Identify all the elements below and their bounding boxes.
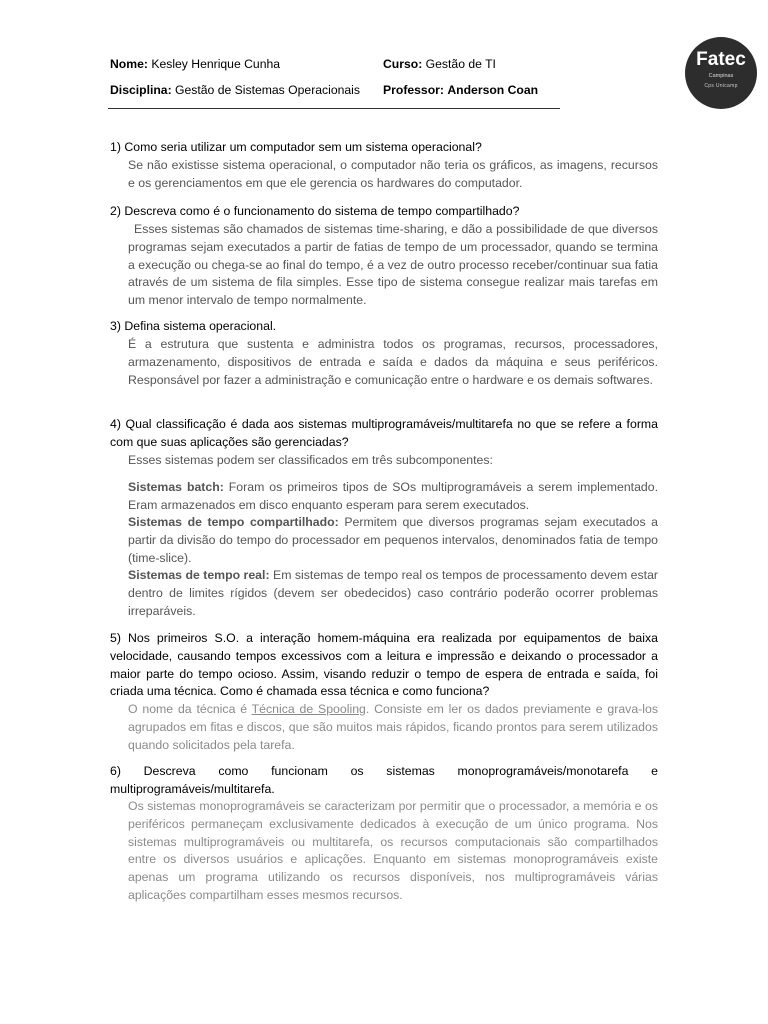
course-label: Curso:: [383, 57, 423, 71]
subject-label: Disciplina:: [110, 83, 172, 97]
question-5: 5) Nos primeiros S.O. a interação homem-máquina era realizada por equipamentos de baixa velocidade, causando tempos excessivos com a leitura e impressão e deixando o processador a maior parte do tempo ocioso. Assim, visando reduzir o tempo de espera de entrada e saída, foi criada uma técnica. Como é chamada essa técnica e como funciona?: [110, 631, 658, 699]
question-4: 4) Qual classificação é dada aos sistemas multiprogramáveis/multitarefa no que se refere a forma com que suas aplicações são gerenciadas?: [110, 417, 658, 449]
answer-4-realtime: [128, 567, 658, 620]
name-value: Kesley Henrique Cunha: [151, 57, 281, 71]
logo-subtitle: Campinas: [708, 73, 734, 79]
timeshare-text: Permitem que diversos programas sejam executados a partir da divisão do tempo do processador em pequenos intervalos, denominados fatia de tempo (time-slice).: [128, 515, 659, 565]
teacher-value: Anderson Coan: [447, 83, 539, 97]
realtime-label: Sistemas de tempo real:: [128, 568, 270, 582]
answer-4-timeshare: [128, 514, 658, 567]
batch-text: Foram os primeiros tipos de SOs multiprogramáveis a serem implementado. Eram armazenados em disco enquanto esperam para serem executados.: [128, 480, 659, 512]
answer-6: Os sistemas monoprogramáveis se caracterizam por permitir que o processador, a memória e os periféricos permaneçam exclusivamente dedicados à execução de um único programa. Nos sistemas multiprogramáveis ou multitarefa, os recursos computacionais são compartilhados entre os diversos usuários e aplicações. Enquanto em sistemas monoprogramáveis existe apenas um programa utilizando os recursos disponíveis, nos multiprogramáveis várias aplicações compartilham esses mesmos recursos.: [128, 799, 658, 902]
teacher-label: Professor:: [383, 83, 444, 97]
header-divider: [108, 108, 560, 109]
logo-footer: Cps Unicamp: [704, 83, 738, 89]
logo-title: Fatec: [696, 49, 746, 70]
question-3: 3) Defina sistema operacional.: [110, 319, 277, 333]
question-2: 2) Descreva como é o funcionamento do sistema de tempo compartilhado?: [110, 204, 520, 218]
fatec-logo: [685, 37, 757, 109]
answer-4-batch: [128, 479, 658, 515]
answer-5-post: . Consiste em ler os dados previamente e grava-los agrupados em fitas e discos, que são muitos mais rápidos, ficando prontos para serem utilizados quando solicitados pela tarefa.: [128, 702, 658, 752]
answer-1: Se não existisse sistema operacional, o computador não teria os gráficos, as imagens, recursos e os gerenciamentos em que ele gerencia os hardwares do computador.: [128, 158, 658, 190]
answer-4-intro: Esses sistemas podem ser classificados em três subcomponentes:: [128, 453, 493, 467]
student-name-line: [110, 57, 280, 71]
name-label: Nome:: [110, 57, 148, 71]
spooling-link[interactable]: Técnica de Spooling: [251, 702, 366, 716]
answer-2: Esses sistemas são chamados de sistemas time-sharing, e dão a possibilidade de que diversos programas sejam executados a partir de fatias de tempo de um processador, quando se termina a execução ou chega-se ao final do tempo, é a vez de outro processo receber/continuar sua fatia através de um sistema de fila simples. Esse tipo de sistema consegue realizar mais tarefas em um menor intervalo de tempo normalmente.: [128, 222, 658, 308]
course-value: Gestão de TI: [425, 57, 496, 71]
answer-5: [128, 701, 658, 754]
answer-5-pre: O nome da técnica é: [128, 702, 248, 716]
question-6: 6) Descreva como funcionam os sistemas monoprogramáveis/monotarefa e multiprogramáveis/multitarefa.: [110, 764, 658, 796]
teacher-line: [383, 83, 538, 97]
realtime-text: Em sistemas de tempo real os tempos de processamento devem estar dentro de limites rígidos (devem ser obedecidos) caso contrário poderão ocorrer problemas irreparáveis.: [128, 568, 659, 618]
batch-label: Sistemas batch:: [128, 480, 224, 494]
question-1: 1) Como seria utilizar um computador sem um sistema operacional?: [110, 140, 482, 154]
subject-value: Gestão de Sistemas Operacionais: [175, 83, 360, 97]
subject-line: [110, 83, 360, 97]
answer-3: É a estrutura que sustenta e administra todos os programas, recursos, processadores, armazenamento, dispositivos de entrada e saída e dados da máquina e seus periféricos. Responsável por fazer a administração e comunicação entre o hardware e os demais softwares.: [128, 337, 658, 387]
course-line: [383, 57, 496, 71]
timeshare-label: Sistemas de tempo compartilhado:: [128, 515, 339, 529]
